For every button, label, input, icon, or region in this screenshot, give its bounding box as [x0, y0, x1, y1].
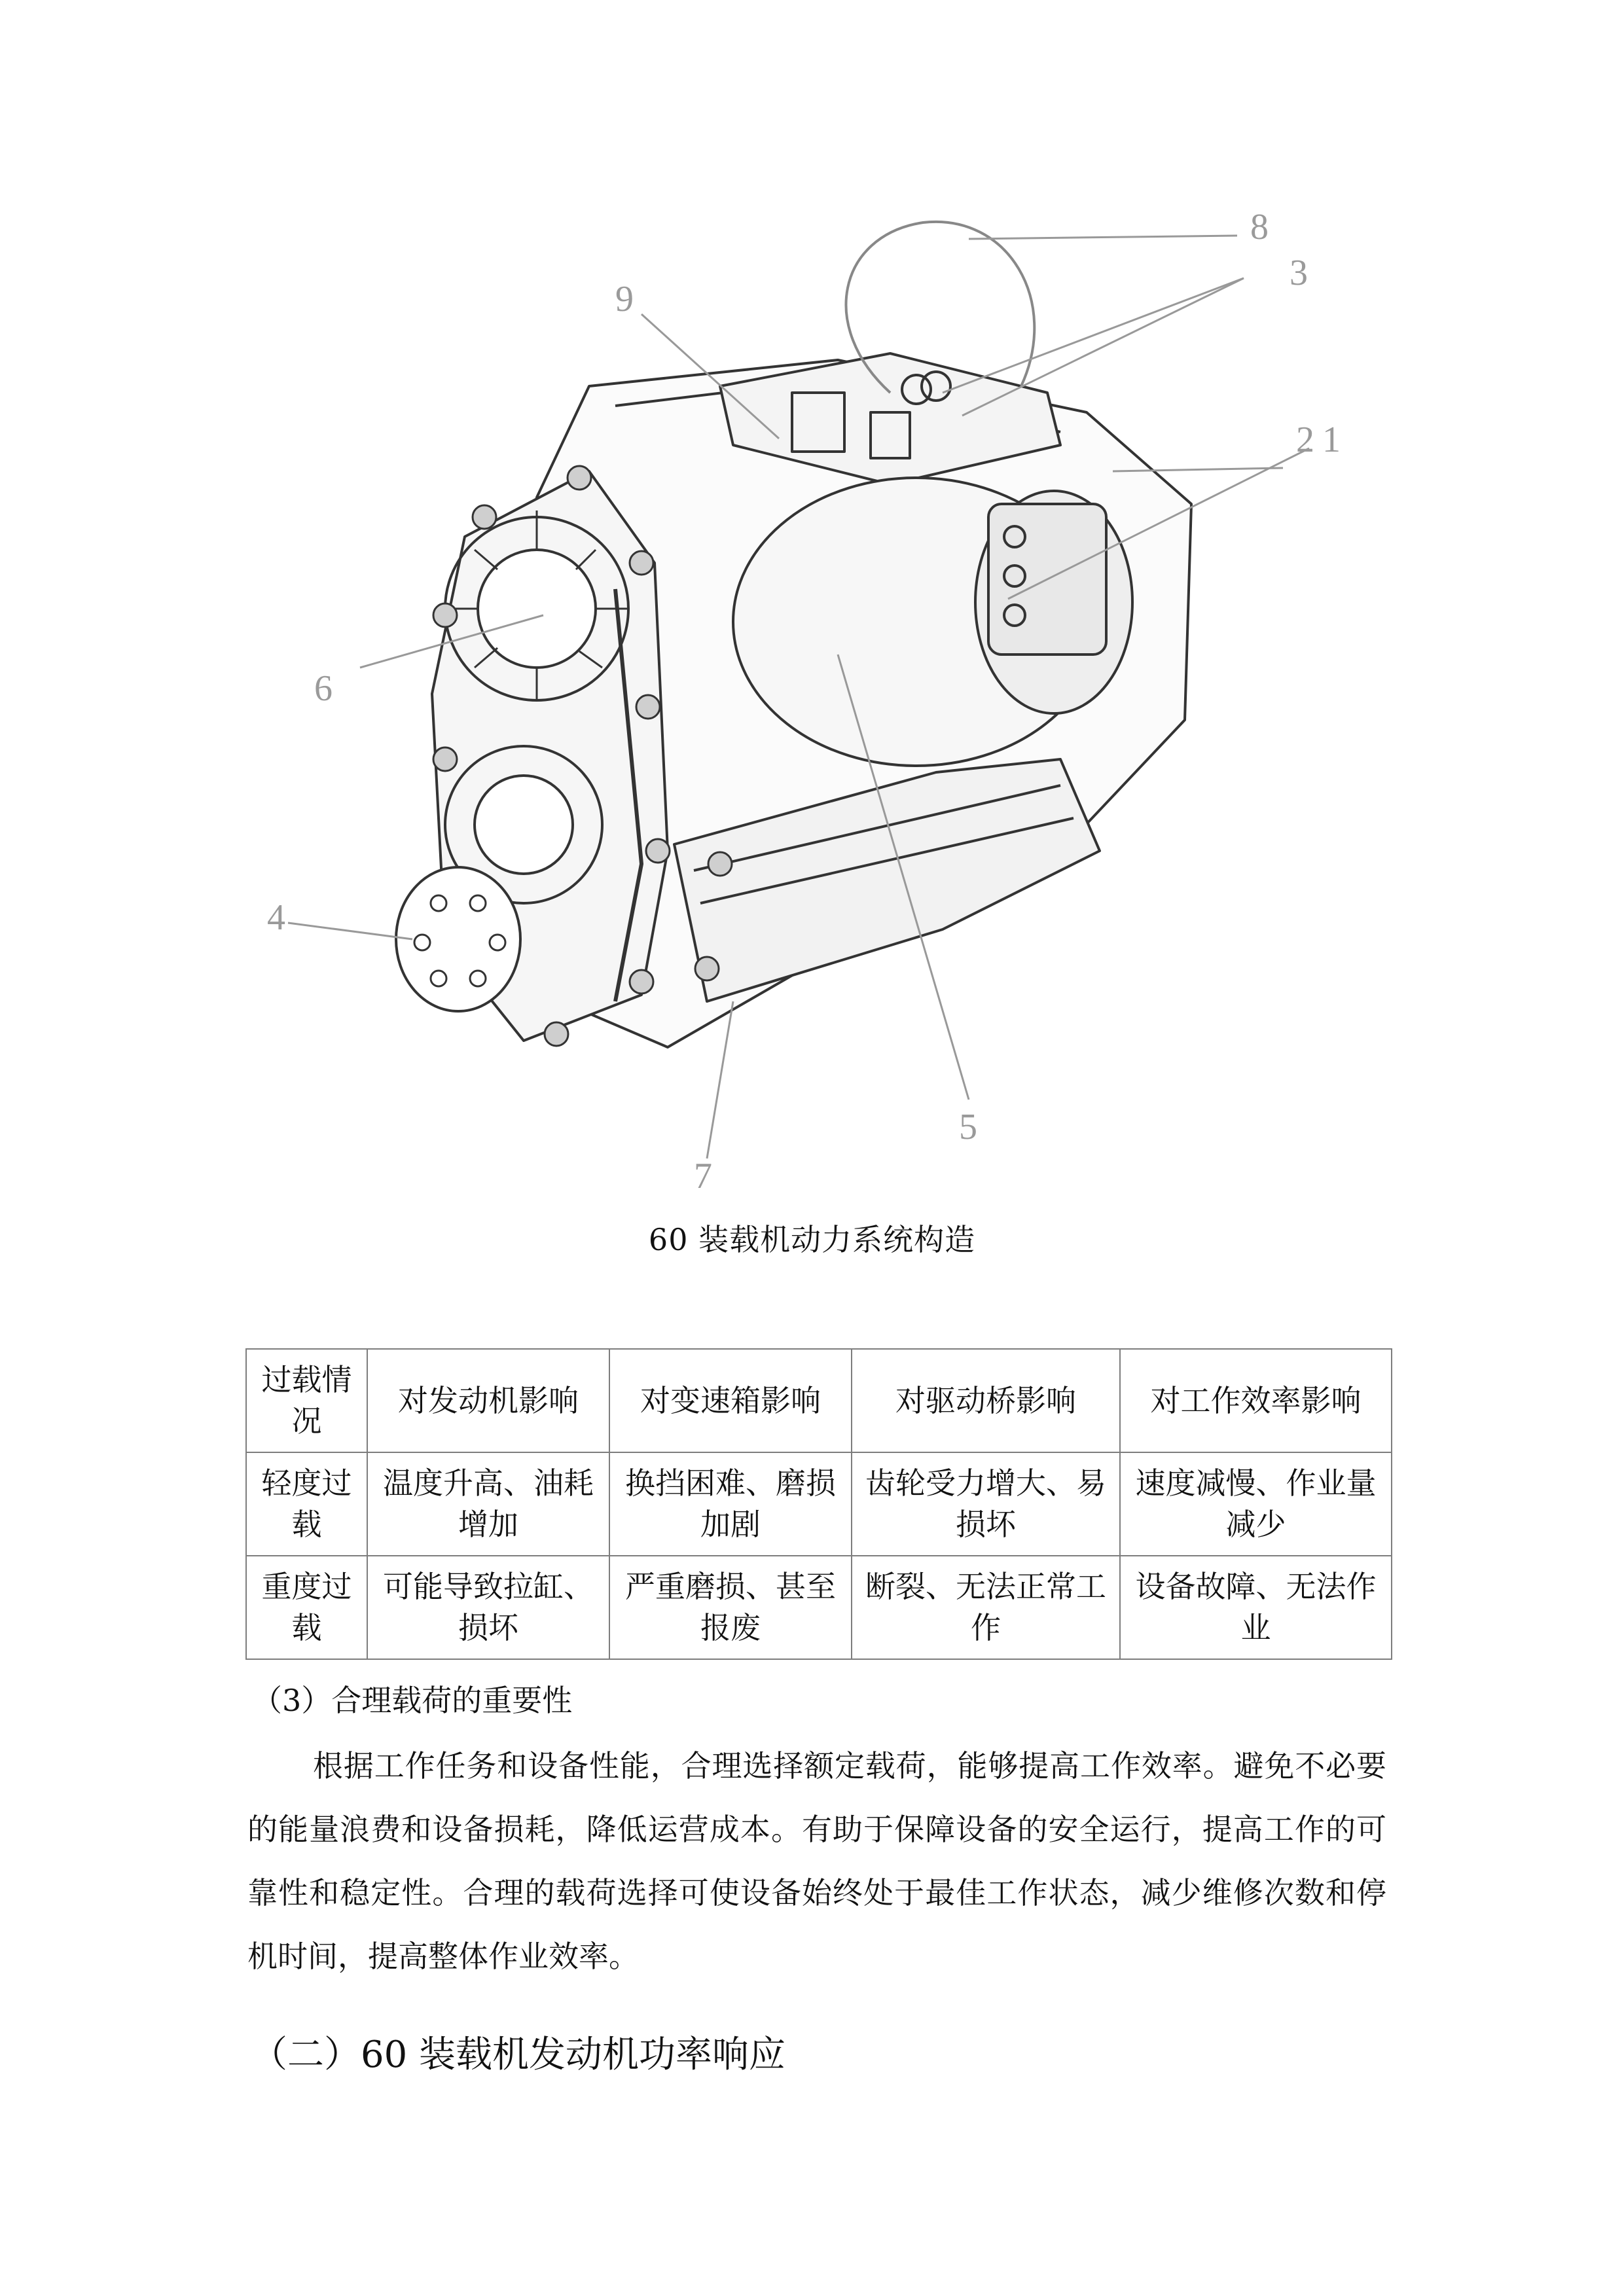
table-cell: 齿轮受力增大、易损坏 — [852, 1452, 1120, 1556]
table-cell: 可能导致拉缸、损坏 — [367, 1556, 609, 1659]
callout-5: 5 — [959, 1107, 977, 1147]
table-cell: 重度过载 — [246, 1556, 367, 1659]
table-cell: 温度升高、油耗增加 — [367, 1452, 609, 1556]
table-cell: 换挡困难、磨损加剧 — [609, 1452, 852, 1556]
body-paragraph: 根据工作任务和设备性能，合理选择额定载荷，能够提高工作效率。避免不必要的能量浪费和设备损耗，降低运营成本。有助于保障设备的安全运行，提高工作的可靠性和稳定性。合理的载荷选择可使设备始终处于最佳工作状态，减少维修次数和停机时间，提高整体作业效率。 — [247, 1748, 1386, 1974]
header-cell: 对变速箱影响 — [609, 1349, 852, 1452]
callout-6: 6 — [314, 668, 333, 709]
subsection-title: （3）合理载荷的重要性 — [252, 1683, 573, 1718]
callout-1: 1 — [1322, 420, 1341, 460]
header-cell: 对发动机影响 — [367, 1349, 609, 1452]
table-header-row — [246, 1349, 1392, 1452]
figure-caption: 60 装载机动力系统构造 — [648, 1222, 976, 1257]
table-cell: 断裂、无法正常工作 — [852, 1556, 1120, 1659]
callout-2: 2 — [1296, 420, 1314, 460]
callout-7: 7 — [694, 1156, 712, 1196]
powertrain-figure — [249, 196, 1394, 1204]
powertrain-drawing — [249, 196, 1394, 1204]
header-cell: 过载情况 — [246, 1349, 367, 1452]
table-cell: 速度减慢、作业量减少 — [1120, 1452, 1392, 1556]
header-cell: 对驱动桥影响 — [852, 1349, 1120, 1452]
header-cell: 对工作效率影响 — [1120, 1349, 1392, 1452]
table-row — [246, 1452, 1392, 1556]
table-cell: 轻度过载 — [246, 1452, 367, 1556]
callout-4: 4 — [267, 897, 285, 938]
table-row — [246, 1556, 1392, 1659]
callout-8: 8 — [1250, 207, 1269, 247]
overload-impact-table — [245, 1348, 1392, 1660]
section-heading: （二）60 装载机发动机功率响应 — [251, 2034, 786, 2076]
callout-3: 3 — [1290, 253, 1308, 293]
callout-9: 9 — [615, 279, 634, 319]
table-cell: 设备故障、无法作业 — [1120, 1556, 1392, 1659]
table-cell: 严重磨损、甚至报废 — [609, 1556, 852, 1659]
